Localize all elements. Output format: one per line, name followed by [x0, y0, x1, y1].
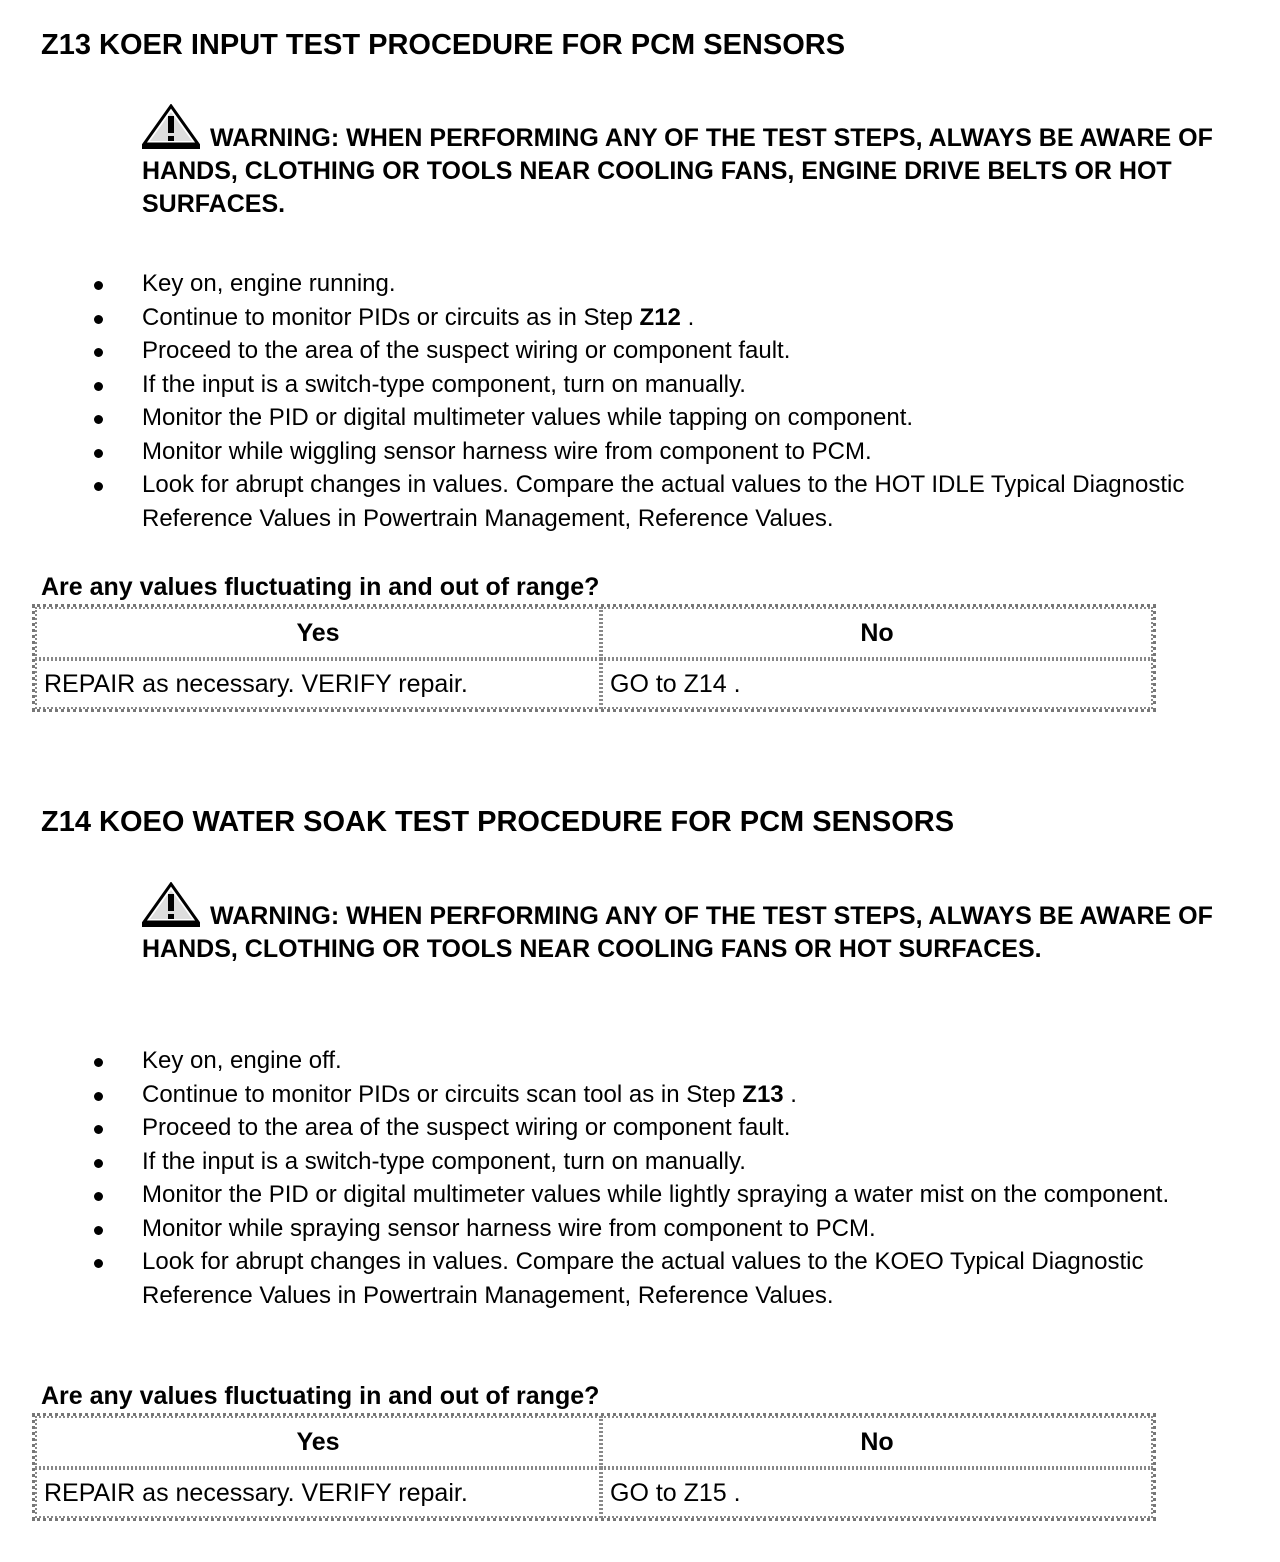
- warning-block: [142, 882, 1252, 966]
- list-item-text: .: [783, 1080, 797, 1108]
- list-item: [0, 468, 1280, 535]
- list-item-text: Monitor the PID or digital multimeter values while tapping on component.: [142, 404, 914, 431]
- cell-yes-action: REPAIR as necessary. VERIFY repair.: [35, 1468, 601, 1518]
- warning-text: WARNING: WHEN PERFORMING ANY OF THE TEST STEPS, ALWAYS BE AWARE OF HANDS, CLOTHING OR TOOLS NEAR COOLING FANS, ENGINE DRIVE BELTS OR HOT SURFACES.: [142, 124, 1213, 218]
- list-item-text: Continue to monitor PIDs or circuits scan tool as in Step: [142, 1080, 743, 1108]
- list-item: [0, 1044, 1280, 1078]
- bullet-icon: [94, 1058, 103, 1067]
- list-item-text: Key on, engine off.: [142, 1047, 342, 1074]
- list-item: [0, 1212, 1280, 1246]
- list-item: [0, 368, 1280, 402]
- decision-table: [32, 1413, 1156, 1521]
- bullet-icon: [94, 1125, 103, 1134]
- instruction-list: [0, 267, 1280, 535]
- decision-question: Are any values fluctuating in and out of range?: [41, 573, 600, 601]
- section-heading: Z13 KOER INPUT TEST PROCEDURE FOR PCM SENSORS: [41, 29, 846, 61]
- list-item: [0, 334, 1280, 368]
- bullet-icon: [94, 315, 103, 324]
- cell-yes-action: REPAIR as necessary. VERIFY repair.: [35, 659, 601, 709]
- section-heading: Z14 KOEO WATER SOAK TEST PROCEDURE FOR PCM SENSORS: [41, 806, 955, 838]
- table-row: [35, 659, 1153, 709]
- cell-no-action: GO to Z14 .: [601, 659, 1153, 709]
- step-reference: Z13: [742, 1080, 784, 1108]
- list-item-text: Proceed to the area of the suspect wiring or component fault.: [142, 337, 791, 364]
- bullet-icon: [94, 1226, 103, 1235]
- list-item-text: Look for abrupt changes in values. Compare the actual values to the HOT IDLE Typical Diagnostic Reference Values in Powertrain Management, Reference Values.: [142, 471, 1185, 532]
- list-item-text: Proceed to the area of the suspect wiring or component fault.: [142, 1114, 791, 1141]
- bullet-icon: [94, 1192, 103, 1201]
- list-item: [0, 435, 1280, 469]
- list-item: [0, 301, 1280, 335]
- list-item-text: Look for abrupt changes in values. Compare the actual values to the KOEO Typical Diagnostic Reference Values in Powertrain Management, Reference Values.: [142, 1248, 1144, 1309]
- bullet-icon: [94, 1159, 103, 1168]
- list-item-text: Monitor the PID or digital multimeter values while lightly spraying a water mist on the component.: [142, 1181, 1170, 1208]
- list-item-text: Monitor while spraying sensor harness wire from component to PCM.: [142, 1214, 876, 1242]
- list-item-text: If the input is a switch-type component, turn on manually.: [142, 370, 746, 398]
- list-item: [0, 1245, 1280, 1312]
- list-item-text: Monitor while wiggling sensor harness wire from component to PCM.: [142, 437, 872, 465]
- list-item: [0, 1145, 1280, 1179]
- decision-question: Are any values fluctuating in and out of range?: [41, 1382, 600, 1410]
- list-item: [0, 1178, 1280, 1212]
- warning-triangle-icon: [142, 882, 200, 928]
- list-item: [0, 1111, 1280, 1145]
- list-item-text: .: [680, 303, 695, 331]
- warning-text: WARNING: WHEN PERFORMING ANY OF THE TEST STEPS, ALWAYS BE AWARE OF HANDS, CLOTHING OR TOOLS NEAR COOLING FANS OR HOT SURFACES.: [142, 902, 1213, 963]
- warning-block: [142, 104, 1252, 221]
- bullet-icon: [94, 449, 103, 458]
- bullet-icon: [94, 382, 103, 391]
- list-item: [0, 267, 1280, 301]
- bullet-icon: [94, 415, 103, 424]
- warning-triangle-icon: [142, 104, 200, 150]
- bullet-icon: [94, 1259, 103, 1268]
- step-reference: Z12: [639, 303, 681, 331]
- bullet-icon: [94, 281, 103, 290]
- list-item-text: If the input is a switch-type component, turn on manually.: [142, 1147, 746, 1175]
- list-item: [0, 401, 1280, 435]
- table-header-row: [35, 1416, 1153, 1468]
- instruction-list: [0, 1044, 1280, 1312]
- header-yes: Yes: [35, 607, 601, 659]
- bullet-icon: [94, 1092, 103, 1101]
- cell-no-action: GO to Z15 .: [601, 1468, 1153, 1518]
- table-row: [35, 1468, 1153, 1518]
- list-item-text: Continue to monitor PIDs or circuits as in Step: [142, 303, 640, 331]
- list-item: [0, 1078, 1280, 1112]
- table-header-row: [35, 607, 1153, 659]
- list-item-text: Key on, engine running.: [142, 270, 396, 297]
- bullet-icon: [94, 348, 103, 357]
- header-no: No: [601, 1416, 1153, 1468]
- header-no: No: [601, 607, 1153, 659]
- header-yes: Yes: [35, 1416, 601, 1468]
- bullet-icon: [94, 482, 103, 491]
- decision-table: [32, 604, 1156, 712]
